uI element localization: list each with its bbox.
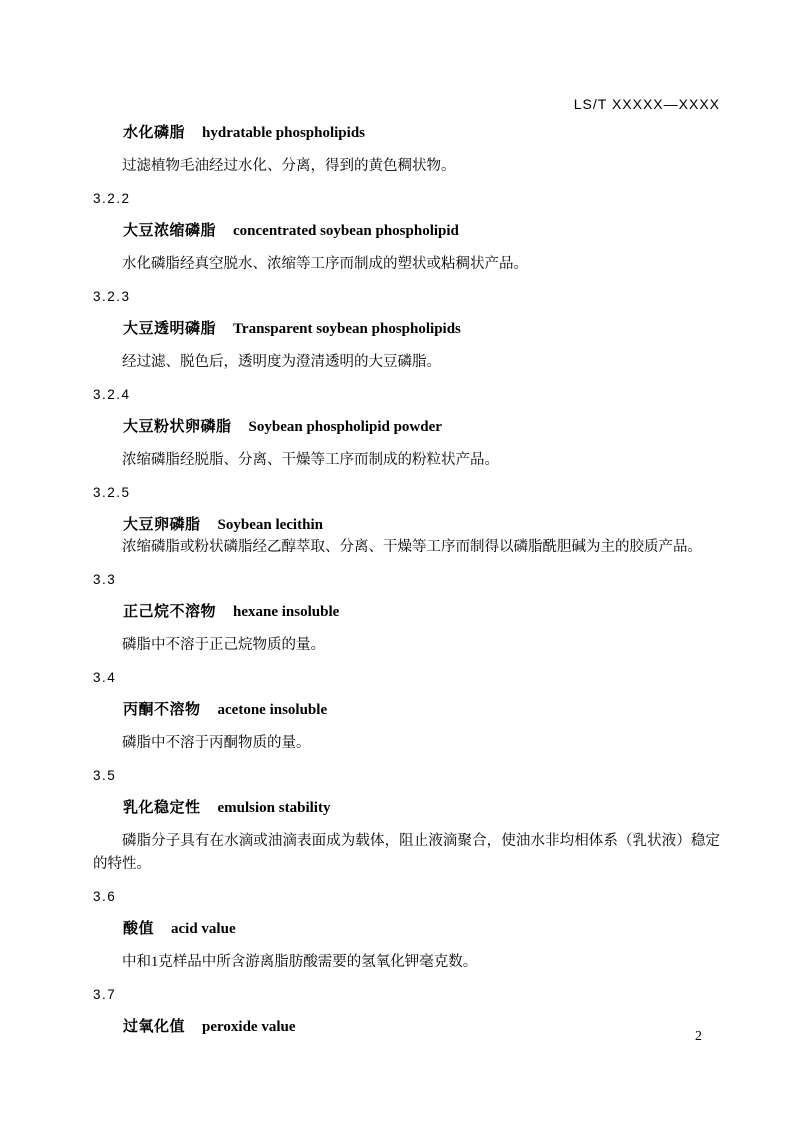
term-line <box>93 220 720 242</box>
section-number: 3.7 <box>93 987 117 1002</box>
term-chinese: 乳化稳定性 <box>123 799 201 816</box>
term-definition: 中和1克样品中所含游离脂肪酸需要的氢氧化钾毫克数。 <box>122 954 478 970</box>
section-number: 3.3 <box>93 572 117 587</box>
section-number: 3.2.3 <box>93 289 131 304</box>
term-line <box>93 122 720 144</box>
term-chinese: 大豆卵磷脂 <box>123 516 201 533</box>
term-english: Transparent soybean phospholipids <box>233 321 461 337</box>
term-line <box>93 918 720 940</box>
term-english: acetone insoluble <box>217 702 328 718</box>
term-definition: 浓缩磷脂或粉状磷脂经乙醇萃取、分离、干燥等工序而制得以磷脂酰胆碱为主的胶质产品。 <box>122 539 702 555</box>
term-chinese: 大豆透明磷脂 <box>123 320 217 337</box>
term-definition: 经过滤、脱色后，透明度为澄清透明的大豆磷脂。 <box>122 354 441 370</box>
term-section <box>93 667 720 755</box>
term-definition: 磷脂中不溶于正己烷物质的量。 <box>122 637 325 653</box>
term-chinese: 水化磷脂 <box>123 124 186 141</box>
term-line <box>93 601 720 623</box>
term-english: Soybean lecithin <box>217 517 323 533</box>
term-english: hexane insoluble <box>233 604 340 620</box>
term-english: concentrated soybean phospholipid <box>233 223 459 239</box>
term-section <box>93 984 720 1038</box>
term-section <box>93 569 720 657</box>
page-number: 2 <box>695 1029 702 1044</box>
term-definition: 磷脂中不溶于丙酮物质的量。 <box>122 735 311 751</box>
term-definition: 磷脂分子具有在水滴或油滴表面成为载体，阻止液滴聚合，使油水非均相体系（乳状液）稳定的特性。 <box>93 833 720 872</box>
term-line <box>93 318 720 340</box>
term-definition: 水化磷脂经真空脱水、浓缩等工序而制成的塑状或粘稠状产品。 <box>122 256 528 272</box>
term-chinese: 酸值 <box>123 920 155 937</box>
term-section <box>93 886 720 974</box>
term-english: emulsion stability <box>217 800 331 816</box>
term-section <box>93 122 720 178</box>
term-line <box>93 514 720 536</box>
term-line <box>93 1016 720 1038</box>
term-english: hydratable phospholipids <box>202 125 366 141</box>
section-number: 3.4 <box>93 670 117 685</box>
term-line <box>93 699 720 721</box>
term-chinese: 过氧化值 <box>123 1018 186 1035</box>
term-section <box>93 765 720 876</box>
section-number: 3.2.2 <box>93 191 131 206</box>
term-chinese: 正己烷不溶物 <box>123 603 217 620</box>
term-english: Soybean phospholipid powder <box>248 419 442 435</box>
term-line <box>93 797 720 819</box>
term-section <box>93 286 720 374</box>
term-english: acid value <box>171 921 236 937</box>
page-header: LS/T XXXXX—XXXX <box>573 96 720 112</box>
document-content <box>93 122 720 1049</box>
term-line <box>93 416 720 438</box>
term-chinese: 大豆粉状卵磷脂 <box>123 418 232 435</box>
section-number: 3.6 <box>93 889 117 904</box>
term-definition: 浓缩磷脂经脱脂、分离、干燥等工序而制成的粉粒状产品。 <box>122 452 499 468</box>
term-section <box>93 384 720 472</box>
term-section <box>93 482 720 559</box>
section-number: 3.2.5 <box>93 485 131 500</box>
term-section <box>93 188 720 276</box>
term-english: peroxide value <box>202 1019 296 1035</box>
term-definition: 过滤植物毛油经过水化、分离，得到的黄色稠状物。 <box>122 158 456 174</box>
section-number: 3.2.4 <box>93 387 131 402</box>
term-chinese: 丙酮不溶物 <box>123 701 201 718</box>
term-chinese: 大豆浓缩磷脂 <box>123 222 217 239</box>
section-number: 3.5 <box>93 768 117 783</box>
